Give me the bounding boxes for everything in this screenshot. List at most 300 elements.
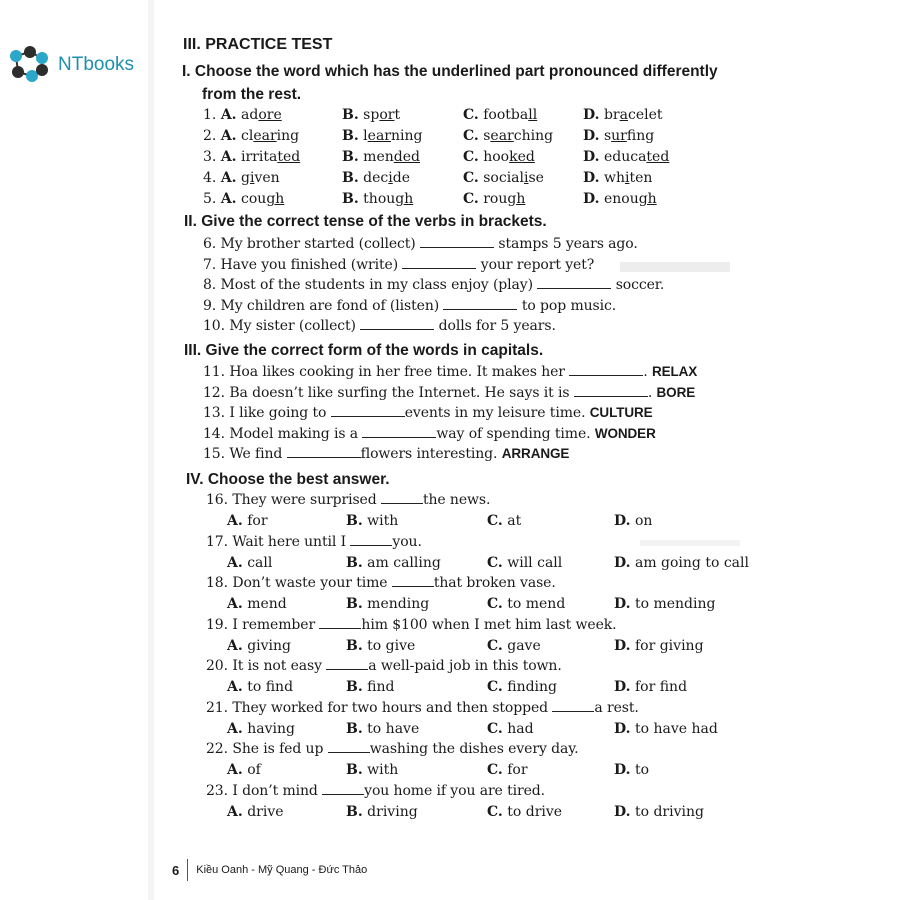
question-number: 14. [203,425,225,442]
answer-blank[interactable] [319,617,361,629]
answer-choice[interactable] [227,638,291,654]
pronunciation-option [203,149,300,165]
answer-blank[interactable] [322,783,364,795]
option-letter: A. [227,803,243,820]
sentence-end: your report yet? [480,256,595,273]
option-letter: D. [614,679,631,695]
option-text: finding [507,679,558,695]
pronunciation-option [342,149,420,165]
answer-blank[interactable] [443,298,517,310]
question-stem-start: Wait here until I [232,533,347,550]
sentence-end: way of spending time. [436,425,595,442]
option-text: to mending [634,596,716,612]
pronunciation-option [463,128,553,144]
option-letter: B. [346,513,363,529]
option-text: to drive [507,803,563,820]
section-heading-1: I. Choose the word which has the underlined part pronounced differently [182,63,718,80]
section-heading-4: IV. Choose the best answer. [186,471,390,488]
word-form-item [203,446,569,462]
sentence-start: Hoa likes cooking in her free time. It makes her [229,364,565,380]
option-letter: C. [487,637,503,654]
word-form-item [203,385,695,401]
question-number: 16. [206,492,228,508]
answer-choice[interactable] [614,638,704,654]
word-part: footba [483,107,529,123]
sentence-end: stamps 5 years ago. [498,236,638,252]
option-text: am going to call [634,554,749,571]
answer-choice[interactable] [346,596,429,612]
answer-choice[interactable] [614,721,718,737]
question-stem-start: I remember [232,616,316,633]
pronunciation-option [203,128,299,144]
logo-text: NTbooks [58,54,135,75]
word-part: irrita [241,149,278,165]
option-text: for [247,513,268,529]
underlined-part: ll [528,107,538,123]
answer-choice[interactable] [487,679,557,695]
mc-question [206,783,545,799]
option-text: am calling [367,554,441,571]
mc-question [206,575,556,591]
footer-authors: Kiều Oanh - Mỹ Quang - Đức Thảo [196,864,368,876]
answer-choice[interactable] [227,679,293,695]
option-text: drive [247,803,284,820]
answer-blank[interactable] [362,426,436,438]
option-letter: D. [614,637,631,654]
answer-blank[interactable] [537,277,611,289]
sentence-start: Model making is a [229,425,359,442]
answer-choice[interactable] [346,762,398,778]
word-part: sp [363,107,380,123]
option-letter: C. [463,170,479,186]
option-letter: D. [614,762,631,778]
verb-exercise-item [203,298,616,314]
underlined-part: ked [509,149,535,165]
question-stem-end: the news. [422,492,491,508]
footer-divider [187,859,188,881]
pronunciation-option [583,149,669,165]
option-text: to driving [634,803,704,820]
underlined-part: gh [266,191,285,207]
option-letter: C. [487,679,503,695]
underlined-part: ear [253,128,277,144]
question-number: 11. [203,364,225,380]
pronunciation-option [203,107,282,123]
option-letter: C. [463,191,479,207]
capital-word: RELAX [651,364,698,379]
question-number: 3. [203,149,217,165]
sentence-start: I like going to [229,405,327,422]
mc-question [206,700,639,716]
option-letter: B. [346,803,363,820]
word-part: thou [363,191,396,207]
option-letter: D. [583,107,600,123]
word-part: s [603,128,612,144]
mc-question [206,617,616,633]
option-letter: B. [342,191,359,207]
answer-choice[interactable] [346,555,441,571]
capital-word: ARRANGE [501,446,570,462]
option-letter: A. [220,149,237,165]
pronunciation-option [583,191,657,207]
answer-choice[interactable] [487,638,541,654]
question-number: 13. [203,405,225,422]
option-letter: D. [614,554,631,571]
question-stem-end: him $100 when I met him last week. [361,616,617,633]
mc-question [206,492,490,508]
pronunciation-option [463,107,537,123]
option-letter: B. [342,149,359,165]
option-letter: D. [583,149,600,165]
word-form-item [203,364,697,380]
section-heading-1-cont: from the rest. [202,86,302,103]
pronunciation-option [342,128,422,144]
answer-choice[interactable] [487,555,562,571]
underlined-part: i [524,170,529,186]
option-letter: C. [487,762,503,778]
word-part: br [603,107,620,123]
question-number: 4. [203,170,217,186]
underlined-part: i [388,170,393,186]
option-text: to [634,762,650,778]
answer-choice[interactable] [227,596,287,612]
question-number: 18. [206,575,228,591]
answer-blank[interactable] [287,446,361,458]
question-stem-start: She is fed up [232,741,324,757]
question-number: 15. [203,446,225,463]
word-part: se [528,170,544,186]
ntbooks-logo [6,44,134,86]
section-heading-2: II. Give the correct tense of the verbs in brackets. [184,213,547,230]
word-form-item [203,405,653,421]
option-text: for giving [634,637,704,654]
word-part: ning [390,128,423,144]
question-number: 5. [203,191,217,207]
sentence-end: dolls for 5 years. [438,318,556,335]
word-part: ten [629,170,653,186]
option-text: to find [247,679,294,695]
option-text: to have [367,720,420,737]
word-part: g [241,170,250,186]
question-number: 10. [203,318,225,335]
word-part: ad [241,107,259,123]
pronunciation-option [463,170,544,186]
option-letter: C. [487,554,503,571]
option-text: driving [367,803,418,820]
answer-blank[interactable] [381,492,423,504]
question-stem-end: you home if you are tired. [364,782,545,799]
answer-choice[interactable] [227,804,284,820]
word-part: cou [241,191,267,207]
pronunciation-option [342,191,413,207]
section-heading-3: III. Give the correct form of the words in capitals. [184,342,544,359]
sentence-start: My children are fond of (listen) [220,297,440,314]
question-stem-end: a rest. [594,699,639,716]
page-number: 6 [172,862,180,878]
answer-choice[interactable] [487,804,562,820]
capital-word: CULTURE [589,405,653,421]
option-letter: C. [463,149,479,165]
sentence-end: . [643,364,652,380]
word-part: ching [513,128,554,144]
option-text: will call [507,554,563,571]
answer-blank[interactable] [574,385,648,397]
verb-exercise-item [203,257,594,273]
answer-choice[interactable] [487,596,565,612]
option-letter: A. [220,170,237,186]
question-stem-end: you. [392,533,422,550]
mc-question [206,658,562,674]
show-through-strip [148,0,154,900]
option-letter: A. [220,191,237,207]
option-letter: C. [487,513,503,529]
underlined-part: a [619,107,628,123]
answer-choice[interactable] [614,596,715,612]
option-letter: D. [614,596,631,612]
verb-exercise-item [203,318,556,334]
option-text: had [507,720,534,737]
answer-blank[interactable] [569,364,643,376]
option-text: at [507,513,522,529]
answer-choice[interactable] [487,762,528,778]
pronunciation-option [342,107,400,123]
mc-question [206,534,422,550]
sentence-end: soccer. [615,277,665,294]
sentence-start: Most of the students in my class enjoy (play) [220,277,533,294]
answer-choice[interactable] [227,513,268,529]
question-number: 2. [203,128,217,144]
underlined-part: ded [393,149,420,165]
question-stem-end: that broken vase. [433,575,556,591]
option-text: on [634,513,653,529]
option-letter: A. [227,596,243,612]
underlined-part: ur [611,128,627,144]
word-part: ing [276,128,300,144]
pronunciation-option [203,170,280,186]
question-stem-start: They worked for two hours and then stopped [232,699,549,716]
option-letter: B. [346,720,363,737]
option-letter: A. [227,554,243,571]
word-part: hoo [483,149,510,165]
option-text: mending [367,596,430,612]
sentence-start: My sister (collect) [229,318,356,335]
option-letter: A. [227,762,243,778]
underlined-part: i [249,170,255,186]
option-letter: B. [346,596,363,612]
option-letter: A. [227,720,243,737]
answer-blank[interactable] [350,534,392,546]
sentence-end: . [647,384,657,401]
option-text: to give [367,637,416,654]
show-through-strip [640,540,740,546]
option-text: to mend [507,596,566,612]
answer-choice[interactable] [346,679,395,695]
sentence-start: Ba doesn’t like surfing the Internet. He says it is [229,384,570,401]
underlined-part: or [379,107,395,123]
word-part: fing [626,128,655,144]
question-number: 9. [203,297,217,314]
underlined-part: ted [277,149,301,165]
sentence-end: events in my leisure time. [404,405,590,422]
mc-question [206,741,579,757]
question-number: 21. [206,699,228,716]
answer-choice[interactable] [614,804,704,820]
pronunciation-option [583,128,654,144]
word-part: celet [627,107,663,123]
question-number: 6. [203,236,217,252]
answer-choice[interactable] [614,513,652,529]
option-text: mend [247,596,287,612]
word-part: social [483,170,524,186]
answer-blank[interactable] [360,318,434,330]
sentence-end: to pop music. [521,297,617,314]
question-number: 8. [203,277,217,294]
option-letter: B. [346,762,363,778]
underlined-part: ear [367,128,391,144]
option-letter: C. [487,596,503,612]
question-stem-end: washing the dishes every day. [369,741,579,757]
answer-choice[interactable] [346,638,415,654]
word-part: de [392,170,410,186]
pronunciation-option [463,191,525,207]
word-form-item [203,426,656,442]
word-part: wh [603,170,625,186]
option-letter: A. [227,513,243,529]
underlined-part: gh [395,191,414,207]
word-part: cl [241,128,254,144]
underlined-part: gh [507,191,526,207]
option-letter: D. [614,803,631,820]
word-part: enou [603,191,639,207]
word-part: ven [254,170,280,186]
word-part: educa [603,149,647,165]
pronunciation-option [583,170,652,186]
option-letter: D. [583,191,600,207]
sentence-start: My brother started (collect) [220,236,416,252]
answer-choice[interactable] [614,679,687,695]
option-text: having [247,720,295,737]
word-part: s [483,128,491,144]
question-stem-start: Don’t waste your time [232,575,388,591]
answer-choice[interactable] [487,721,534,737]
verb-exercise-item [203,277,664,293]
option-text: for find [634,679,688,695]
answer-blank[interactable] [420,236,494,248]
question-number: 7. [203,256,217,273]
answer-choice[interactable] [614,762,649,778]
option-letter: B. [346,637,363,654]
option-letter: D. [614,720,631,737]
answer-blank[interactable] [402,257,476,269]
molecule-logo-icon [6,44,54,86]
answer-choice[interactable] [346,804,418,820]
option-letter: A. [220,107,237,123]
answer-choice[interactable] [614,555,749,571]
answer-choice[interactable] [227,762,261,778]
answer-blank[interactable] [331,405,405,417]
word-part: men [363,149,394,165]
option-letter: D. [583,128,600,144]
option-text: to have had [634,720,718,737]
word-part: rou [483,191,508,207]
option-letter: C. [487,803,503,820]
capital-word: BORE [656,384,696,400]
option-letter: B. [346,679,363,695]
answer-blank[interactable] [326,658,368,670]
underlined-part: gh [638,191,657,207]
show-through-strip [620,262,730,272]
option-letter: B. [342,128,359,144]
word-part: t [394,107,401,123]
pronunciation-option [203,191,284,207]
page-title: III. PRACTICE TEST [183,36,333,53]
pronunciation-option [583,107,663,123]
option-letter: C. [463,128,479,144]
answer-choice[interactable] [487,513,521,529]
underlined-part: ore [258,107,282,123]
underlined-part: ear [490,128,514,144]
option-text: call [247,554,273,571]
option-letter: B. [346,554,363,571]
option-text: of [247,762,261,778]
option-text: gave [507,637,541,654]
option-letter: B. [342,107,359,123]
answer-blank[interactable] [328,741,370,753]
capital-word: WONDER [594,425,656,441]
answer-choice[interactable] [346,721,419,737]
option-letter: B. [342,170,359,186]
underlined-part: ted [646,149,670,165]
option-text: with [367,762,399,778]
question-number: 1. [203,107,217,123]
option-letter: A. [227,679,243,695]
sentence-start: Have you finished (write) [220,256,399,273]
option-text: with [367,513,399,529]
underlined-part: i [624,170,630,186]
option-letter: C. [463,107,479,123]
answer-blank[interactable] [392,575,434,587]
option-text: find [367,679,395,695]
answer-choice[interactable] [227,555,272,571]
question-number: 12. [203,384,225,401]
option-letter: A. [227,637,243,654]
option-text: for [507,762,528,778]
sentence-end: flowers interesting. [360,446,502,463]
question-number: 20. [206,658,228,674]
answer-choice[interactable] [346,513,398,529]
answer-blank[interactable] [552,700,594,712]
pronunciation-option [342,170,410,186]
question-number: 22. [206,741,228,757]
question-stem-start: I don’t mind [232,782,318,799]
option-letter: D. [614,513,631,529]
answer-choice[interactable] [227,721,295,737]
question-number: 19. [206,616,228,633]
question-stem-start: They were surprised [232,492,377,508]
pronunciation-option [463,149,535,165]
question-stem-end: a well-paid job in this town. [368,658,562,674]
option-letter: C. [487,720,503,737]
question-number: 23. [206,782,228,799]
verb-exercise-item [203,236,638,252]
page-footer [172,859,367,881]
option-letter: D. [583,170,600,186]
sentence-start: We find [229,446,283,463]
question-stem-start: It is not easy [232,658,322,674]
word-part: l [363,128,368,144]
word-part: dec [363,170,389,186]
question-number: 17. [206,533,228,550]
